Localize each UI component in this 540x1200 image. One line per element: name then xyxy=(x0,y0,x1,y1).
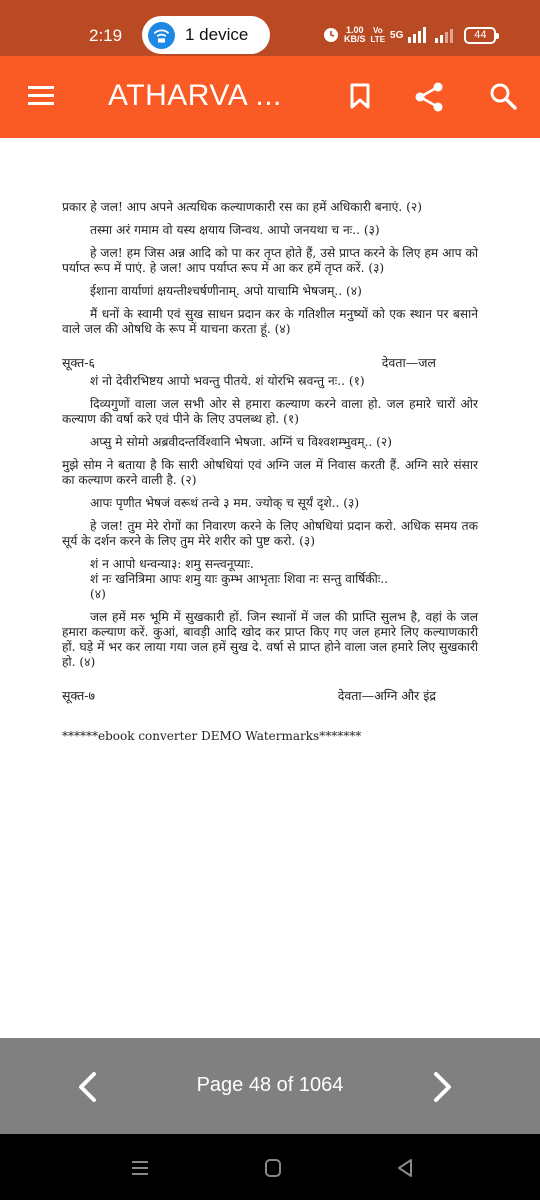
volte-indicator: Vo LTE xyxy=(370,26,386,44)
signal-strength-secondary-icon xyxy=(435,27,453,43)
book-page[interactable] xyxy=(0,138,540,1038)
paragraph: दिव्यगुणों वाला जल सभी ओर से हमारा कल्याण करने वाला हो. जल हमारे चारों ओर कल्याण की वर्षा करे एवं पीने के लिए उपलब्ध हो. (१) xyxy=(62,397,478,426)
paragraph: हे जल! तुम मेरे रोगों का निवारण करने के लिए ओषधियां प्रदान करो. अधिक समय तक सूर्य के दर्शन करने के लिए तुम मेरे शरीर को पुष्ट करो. (३) xyxy=(62,519,478,548)
status-bar xyxy=(0,0,540,56)
recents-icon[interactable] xyxy=(131,1159,149,1177)
verse-line: शं नः खनित्रिमा आपः शमु याः कुम्भ आभृताः शिवा नः सन्तु वार्षिकीः.. xyxy=(90,572,389,586)
verse: तस्मा अरं गमाम वो यस्य क्षयाय जिन्वथ. आपो जनयथा च नः.. (३) xyxy=(90,223,380,237)
paragraph: प्रकार हे जल! आप अपने अत्यधिक कल्याणकारी रस का हमें अधिकारी बनाएं. (२) xyxy=(62,200,422,214)
hamburger-menu-icon[interactable] xyxy=(28,86,54,106)
verse: शं नो देवीरभिष्टय आपो भवन्तु पीतये. शं योरभि स्रवन्तु नः.. (१) xyxy=(90,374,365,388)
verse-line: (४) xyxy=(90,587,106,601)
next-page-button[interactable] xyxy=(430,1071,456,1103)
network-speed: 1.00 KB/S xyxy=(344,25,366,44)
sookt-number: सूक्त-७ xyxy=(62,688,95,703)
page-navigator xyxy=(0,1038,540,1134)
system-nav-bar xyxy=(0,1134,540,1200)
paragraph: हे जल! हम जिस अन्न आदि को पा कर तृप्त होते हैं, उसे प्राप्त करने के लिए हम आप को पर्याप्त रूप में पाएं. हे जल! आप पर्याप्त रूप में आ कर हमें तृप्त करें. (३) xyxy=(62,246,478,275)
connected-devices-chip[interactable] xyxy=(142,16,270,54)
devata-label: देवता—अग्नि और इंद्र xyxy=(337,688,436,703)
section-heading xyxy=(62,355,436,370)
book-title: ATHARVA ... xyxy=(108,79,282,112)
verse: आपः पृणीत भेषजं वरूथं तन्वे ३ मम. ज्योक् च सूर्यं दृशे.. (३) xyxy=(90,496,360,510)
verse-line: शं न आपो धन्वन्या३: शमु सन्त्वनूप्याः. xyxy=(90,557,254,571)
app-bar xyxy=(0,56,540,138)
search-icon[interactable] xyxy=(489,82,517,110)
status-indicators xyxy=(323,24,496,46)
back-icon[interactable] xyxy=(396,1158,414,1178)
signal-strength-icon xyxy=(408,27,426,43)
sookt-number: सूक्त-६ xyxy=(62,355,95,370)
watermark-text: ******ebook converter DEMO Watermarks******* xyxy=(62,729,362,743)
home-icon[interactable] xyxy=(264,1158,282,1178)
verse: ईशाना वार्याणां क्षयन्तीश्चर्षणीनाम्. अपो याचामि भेषजम्.. (४) xyxy=(90,284,362,298)
verse-block xyxy=(62,557,478,602)
section-heading xyxy=(62,688,436,703)
network-type: 5G xyxy=(390,29,404,41)
bookmark-icon[interactable] xyxy=(349,82,371,110)
paragraph: मैं धनों के स्वामी एवं सुख साधन प्रदान कर के गतिशील मनुष्यों को एक स्थान पर बसाने वाले जल की ओषधि के रूप में याचना करता हूं. (४) xyxy=(62,307,478,336)
paragraph: मुझे सोम ने बताया है कि सारी ओषधियां एवं अग्नि जल में निवास करती हैं. अग्नि सारे संसार का कल्याण करने वाली है. (२) xyxy=(62,458,478,487)
page-text xyxy=(62,200,478,744)
share-icon[interactable] xyxy=(414,82,444,112)
battery-icon: 44 xyxy=(464,27,496,44)
paragraph: जल हमें मरु भूमि में सुखकारी हों. जिन स्थानों में जल की प्राप्ति सुलभ है, वहां के जल हमारा कल्याण करें. कुआं, बावड़ी आदि खोद कर प्राप्त किए गए जल हमारे लिए कल्याणकारी हों. घड़े में भर कर लाया गया जल हमें सुख दे. वर्षा से प्राप्त होने वाला जल हमारे लिए सुखकारी हो. (४) xyxy=(62,610,478,669)
status-time: 2:19 xyxy=(89,26,123,45)
verse: अप्सु मे सोमो अब्रवीदन्तर्विश्वानि भेषजा. अग्निं च विश्वशम्भुवम्.. (२) xyxy=(90,435,392,449)
device-count-label: 1 device xyxy=(185,25,249,44)
alarm-icon xyxy=(323,27,339,43)
hotspot-icon xyxy=(148,22,175,49)
page-indicator: Page 48 of 1064 xyxy=(196,1074,344,1096)
devata-label: देवता—जल xyxy=(381,355,436,370)
